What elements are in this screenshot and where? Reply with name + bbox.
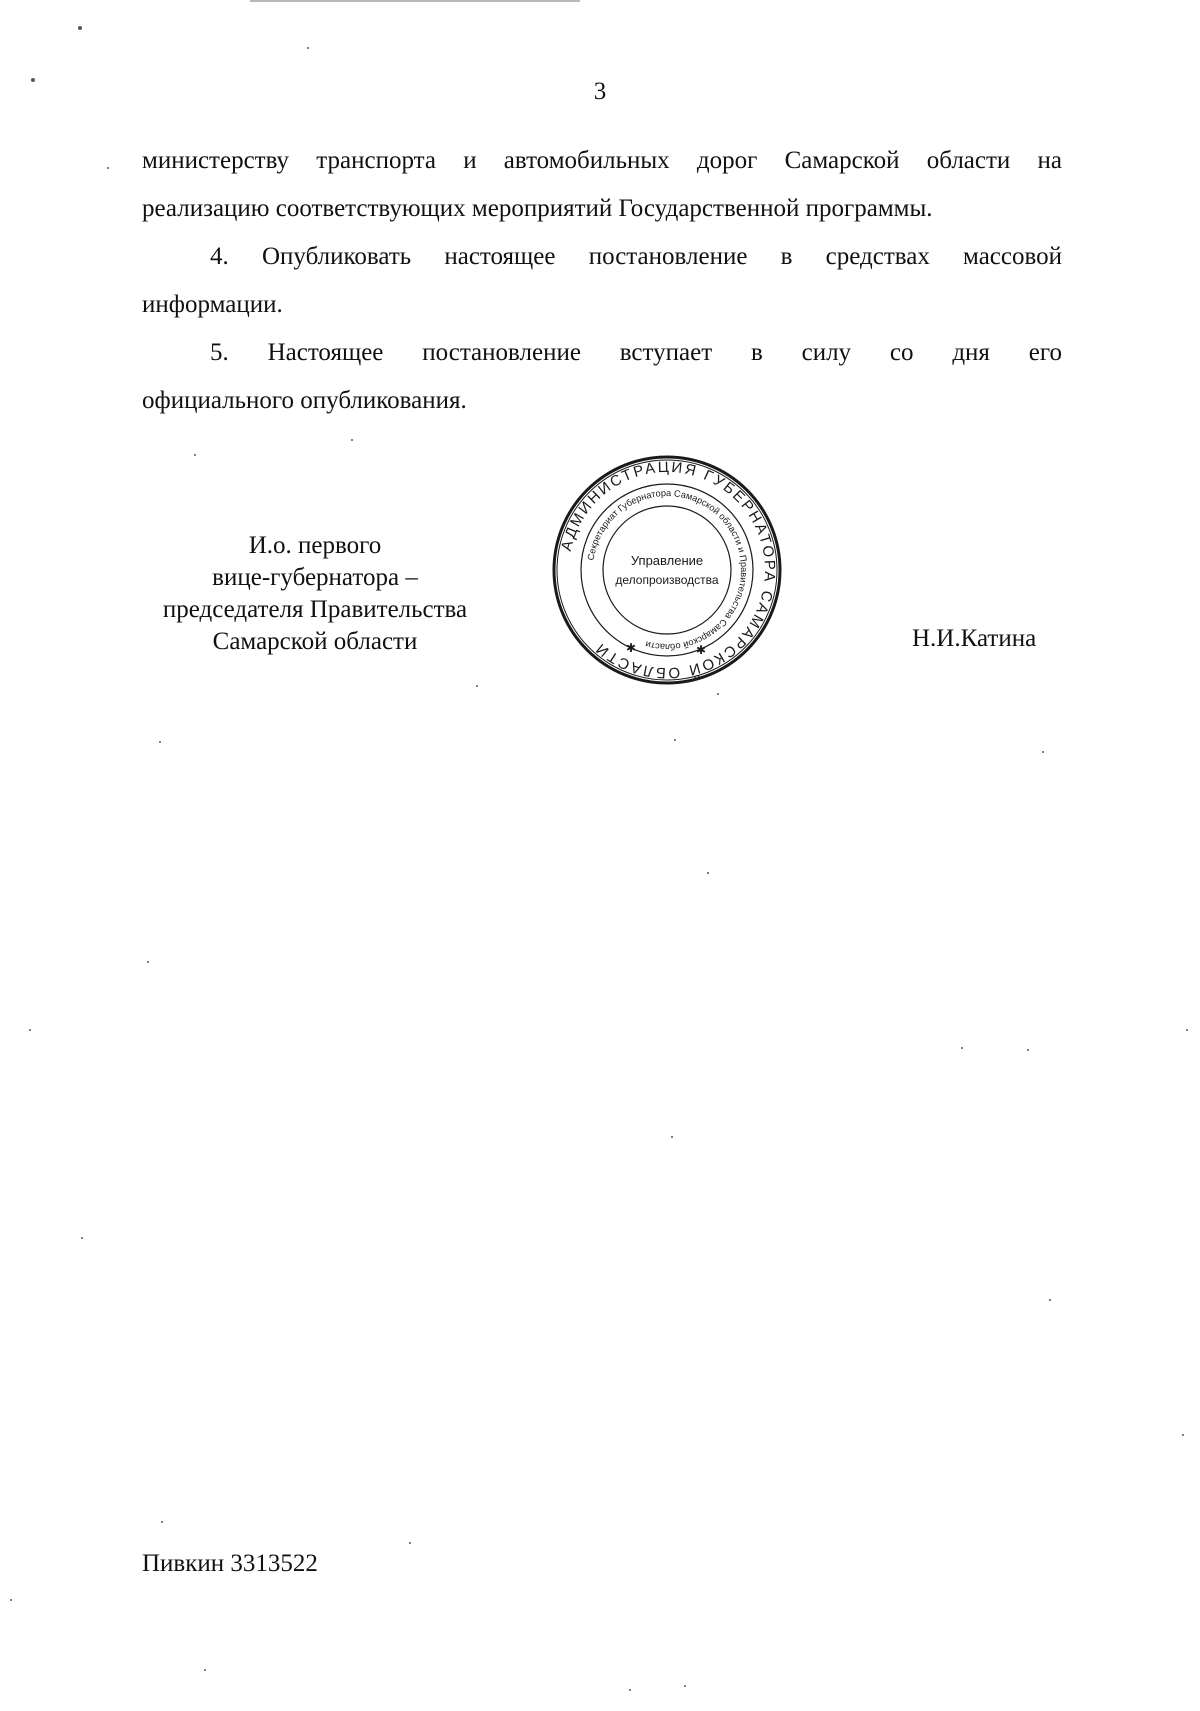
seal-center-line-1: Управление <box>630 553 704 568</box>
paragraph-line: 4. Опубликовать настоящее постановление в средствах массовой <box>210 243 1062 270</box>
paragraph-line: реализацию соответствующих мероприятий Государственной программы. <box>142 195 933 222</box>
page-number: 3 <box>593 78 607 105</box>
signer-position-line: И.о. первого <box>248 532 382 559</box>
signer-position-line: Самарской области <box>212 628 418 655</box>
seal-star-icon: ✱ <box>696 643 707 657</box>
paragraph-line: министерству транспорта и автомобильных дорог Самарской области на <box>142 147 1062 174</box>
signer-position-line: вице-губернатора – <box>212 564 418 591</box>
paragraph-line: 5. Настоящее постановление вступает в силу со дня его <box>210 339 1062 366</box>
signer-name: Н.И.Катина <box>912 625 1037 652</box>
paragraph-line: информации. <box>142 291 283 318</box>
paragraph-line: официального опубликования. <box>142 387 467 414</box>
seal-outer-text-path: АДМИНИСТРАЦИЯ ГУБЕРНАТОРА САМАРСКОЙ ОБЛАСТИ <box>557 458 779 682</box>
seal-inner-text-path: Секретариат Губернатора Самарской области и Правительства Самарской области <box>585 487 750 653</box>
signer-position-line: председателя Правительства <box>162 596 468 623</box>
seal-star-icon: ✱ <box>626 641 637 655</box>
seal-center-line-2: делопроизводства <box>615 573 719 587</box>
executor-contact: Пивкин 3313522 <box>142 1550 318 1577</box>
